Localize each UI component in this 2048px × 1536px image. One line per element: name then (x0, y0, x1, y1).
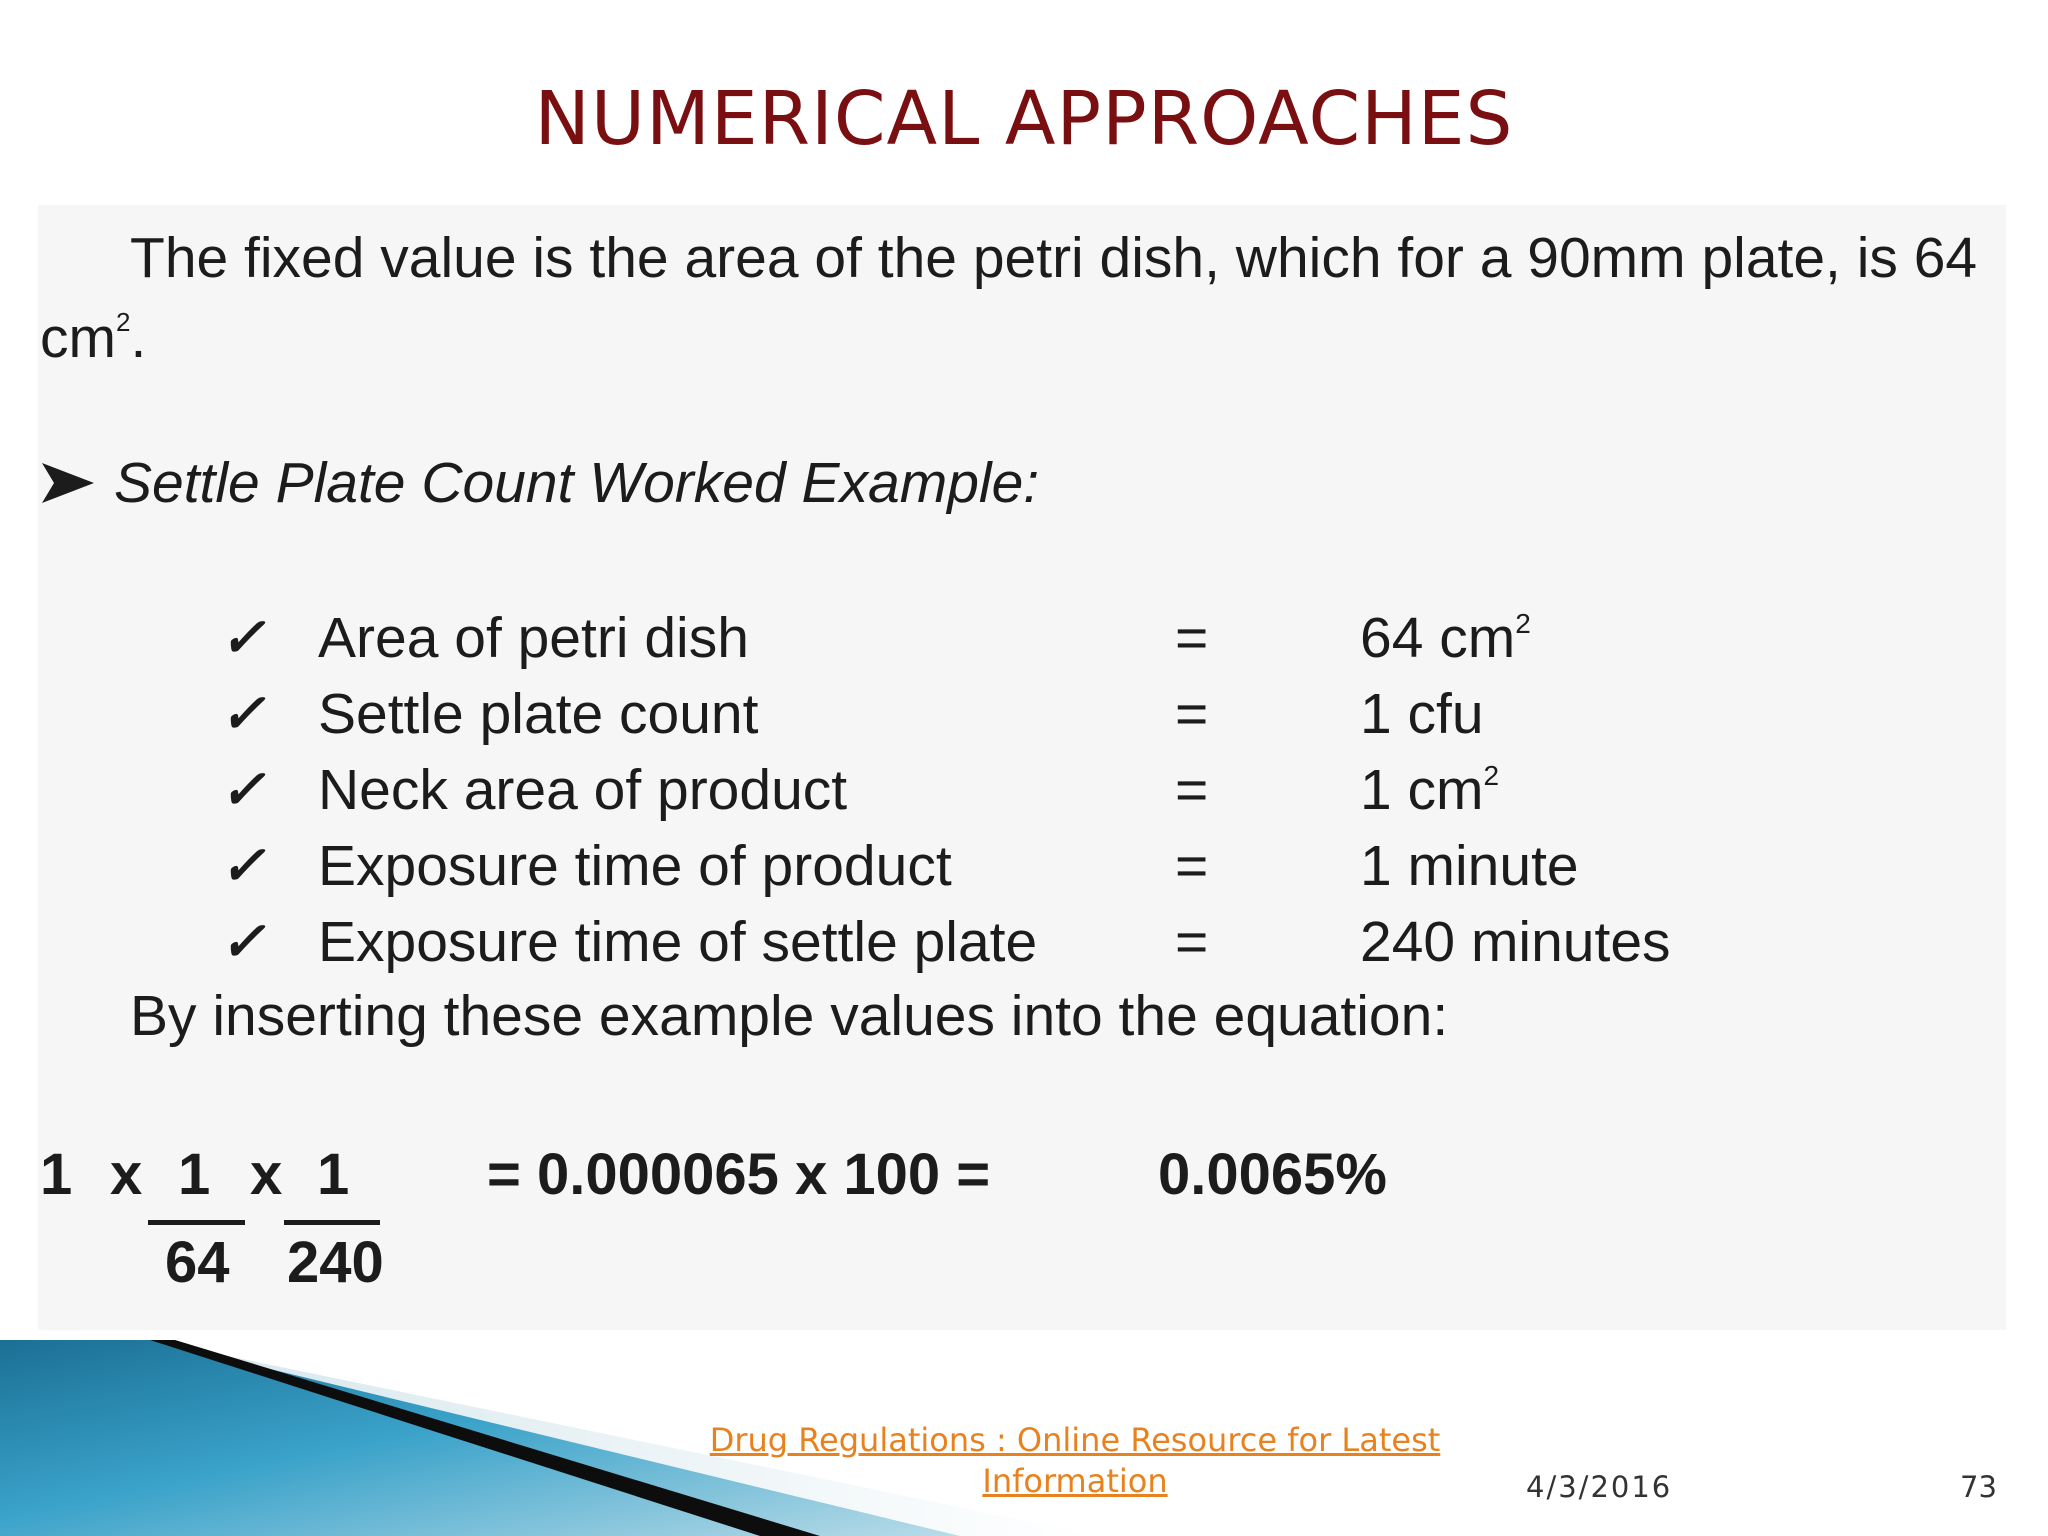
value-text: 1 minute (1360, 834, 1579, 898)
page-number: 73 (1960, 1470, 1997, 1504)
item-label: Exposure time of settle plate (318, 910, 1038, 974)
slide-title: NUMERICAL APPROACHES (534, 76, 1514, 162)
value-text: 240 minutes (1360, 910, 1671, 974)
equation-times-2: x (250, 1142, 283, 1207)
by-inserting-text: By inserting these example values into the equation: (130, 984, 1449, 1048)
check-icon: ✓ (220, 760, 266, 820)
fraction-bar-1 (148, 1220, 245, 1225)
list-item (220, 600, 1780, 676)
fraction-denominator-2: 240 (287, 1230, 384, 1295)
item-value (1360, 904, 1671, 980)
heading-text: Settle Plate Count Worked Example: (114, 451, 1040, 515)
equation-term-1: 1 (40, 1142, 73, 1207)
item-value (1360, 676, 1484, 752)
item-value (1360, 752, 1499, 828)
intro-text: The fixed value is the area of the petri dish, which for a 90mm plate, is 64 cm (40, 226, 1978, 370)
list-item (220, 828, 1780, 904)
check-icon: ✓ (220, 836, 266, 896)
check-icon: ✓ (220, 684, 266, 744)
value-superscript: 2 (1515, 608, 1531, 639)
equals-sign: = (1175, 606, 1209, 670)
equation (0, 1140, 1500, 1310)
arrow-bullet-icon (40, 459, 96, 507)
item-label: Neck area of product (318, 758, 848, 822)
equation-result: 0.0065% (1158, 1142, 1387, 1207)
equals-sign: = (1175, 682, 1209, 746)
list-item (220, 904, 1780, 980)
item-value (1360, 828, 1579, 904)
fraction-bar-2 (284, 1220, 380, 1225)
worked-example-heading (40, 448, 1039, 518)
value-text: 1 cfu (1360, 682, 1484, 746)
equation-times-1: x (110, 1142, 143, 1207)
equals-sign: = (1175, 910, 1209, 974)
fraction-denominator-1: 64 (165, 1230, 230, 1295)
value-superscript: 2 (1483, 760, 1500, 791)
footer-link-line-1[interactable]: Drug Regulations : Online Resource for Latest (709, 1421, 1441, 1459)
intro-end: . (130, 306, 147, 370)
intro-superscript: 2 (115, 307, 131, 337)
item-value (1360, 600, 1531, 676)
equals-sign: = (1175, 834, 1209, 898)
item-label: Settle plate count (318, 682, 759, 746)
equation-middle: = 0.000065 x 100 = (487, 1142, 991, 1207)
footer-date: 4/3/2016 (1526, 1470, 1673, 1504)
item-label: Exposure time of product (318, 834, 952, 898)
footer-link-line-2[interactable]: Information (982, 1462, 1168, 1500)
footer-source-link[interactable] (660, 1420, 1490, 1502)
list-item (220, 676, 1780, 752)
check-icon: ✓ (220, 912, 266, 972)
item-label: Area of petri dish (318, 606, 749, 670)
fraction-numerator-2: 1 (317, 1142, 350, 1207)
list-item (220, 752, 1780, 828)
example-values-list (220, 600, 1780, 980)
equals-sign: = (1175, 758, 1209, 822)
intro-paragraph (40, 218, 2000, 378)
value-text: 64 cm (1360, 606, 1516, 670)
value-text: 1 cm (1360, 758, 1484, 822)
fraction-numerator-1: 1 (178, 1142, 211, 1207)
check-icon: ✓ (220, 608, 266, 668)
